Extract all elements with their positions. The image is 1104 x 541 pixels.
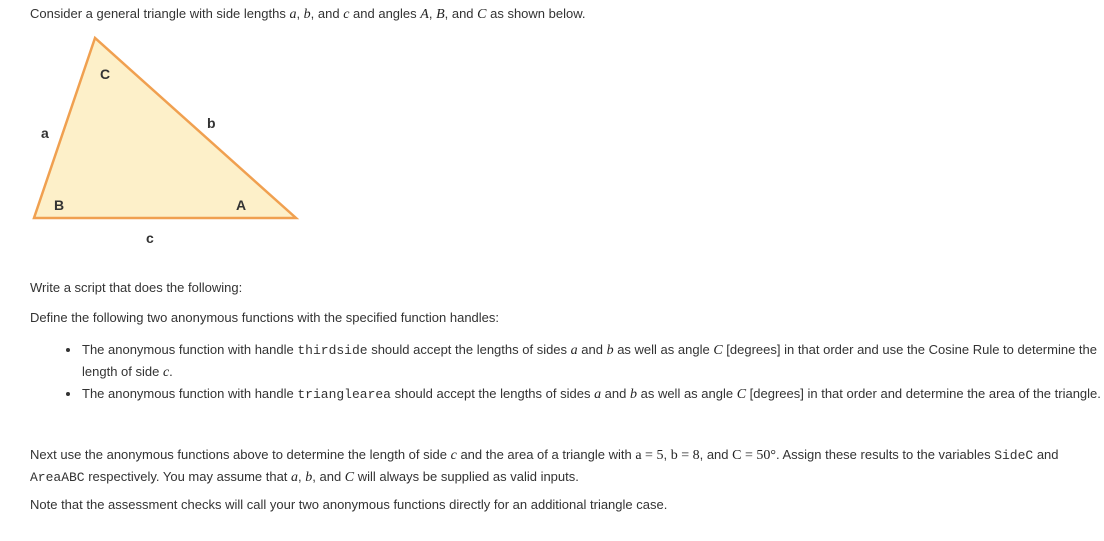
math-A: A bbox=[420, 7, 429, 22]
vertex-label-A: A bbox=[236, 197, 247, 213]
vertex-label-B: B bbox=[54, 197, 65, 213]
next-paragraph: Next use the anonymous functions above to determine the length of side c and the area of a triangle with a = 5, b = 8, and C = 50°. Assign these results to the variables SideC and AreaABC respectively. You may assume that a, b, and C will always be supplied as valid inputs. bbox=[30, 447, 1059, 485]
script-intro: Write a script that does the following: bbox=[30, 280, 243, 295]
math-c: c bbox=[343, 7, 350, 22]
equation-a: a = 5 bbox=[635, 448, 664, 463]
variable-AreaABC: AreaABC bbox=[30, 470, 85, 485]
math-B: B bbox=[436, 7, 445, 22]
equation-C: C = 50° bbox=[732, 448, 776, 463]
list-item-trianglearea: The anonymous function with handle trianglearea should accept the lengths of sides a and b as well as angle C [degrees] in that order and determine the area of the triangle. bbox=[82, 383, 1102, 405]
list-item-thirdside: The anonymous function with handle thirdside should accept the lengths of sides a and b as well as angle C [degrees] in that order and use the Cosine Rule to determine the length of side c. bbox=[82, 339, 1102, 383]
triangle-figure bbox=[30, 33, 310, 253]
equation-b: b = 8 bbox=[670, 448, 700, 463]
math-a: a bbox=[289, 7, 297, 22]
triangle-shape bbox=[34, 38, 296, 218]
variable-SideC: SideC bbox=[994, 448, 1034, 463]
intro-paragraph: Consider a general triangle with side lengths a, b, and c and angles A, B, and C as shown below. bbox=[30, 6, 586, 22]
math-b: b bbox=[303, 7, 311, 22]
side-label-c: c bbox=[146, 230, 154, 246]
note-line: Note that the assessment checks will call your two anonymous functions directly for an additional triangle case. bbox=[30, 497, 668, 512]
side-label-b: b bbox=[207, 115, 216, 131]
math-C: C bbox=[477, 7, 487, 22]
triangle-svg bbox=[30, 33, 310, 253]
handle-thirdside: thirdside bbox=[297, 343, 368, 358]
side-label-a: a bbox=[41, 125, 49, 141]
function-list bbox=[60, 339, 1102, 405]
handle-trianglearea: trianglearea bbox=[297, 387, 391, 402]
define-line: Define the following two anonymous functions with the specified function handles: bbox=[30, 310, 500, 325]
vertex-label-C: C bbox=[100, 66, 111, 82]
